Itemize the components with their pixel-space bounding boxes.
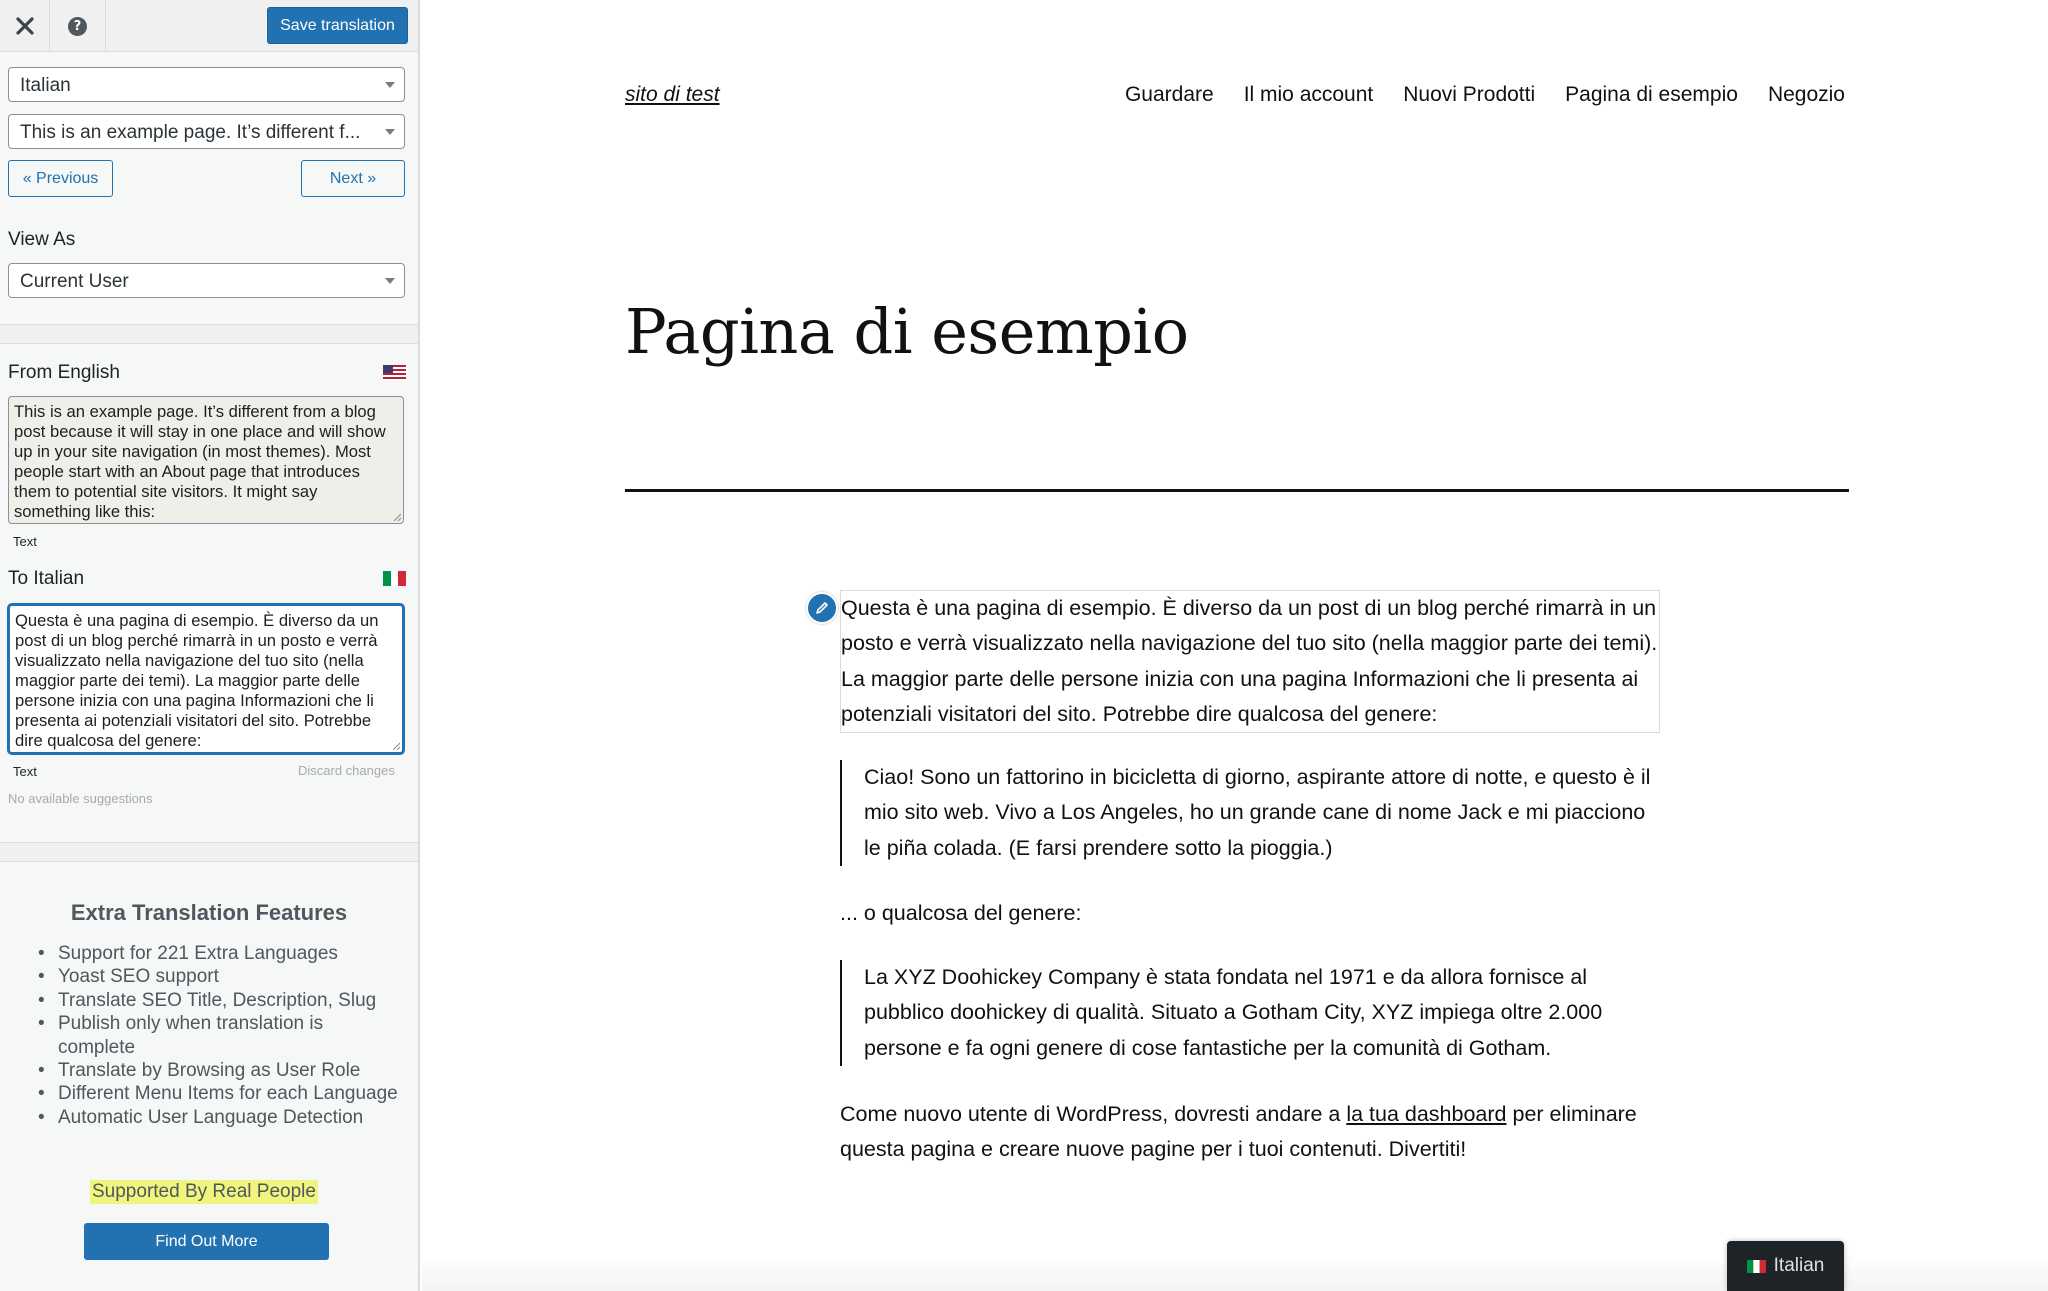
- nav-item-negozio[interactable]: Negozio: [1767, 83, 1845, 106]
- page-title: Pagina di esempio: [625, 295, 1189, 368]
- content-area: [840, 590, 1660, 733]
- nav-item-pagina-esempio[interactable]: Pagina di esempio: [1565, 83, 1738, 106]
- target-type-label: Text: [13, 764, 37, 779]
- language-select-value: Italian: [20, 75, 71, 96]
- paragraph-text: per eliminare questa pagina e creare nuove pagine per i tuoi contenuti. Divertiti!: [840, 1102, 1637, 1162]
- section-divider: [0, 842, 418, 862]
- pencil-icon: [815, 601, 829, 615]
- from-language-label: From English: [8, 362, 120, 383]
- edit-string-button[interactable]: [806, 592, 838, 624]
- nav-item-guardare[interactable]: Guardare: [1124, 83, 1214, 106]
- translatable-paragraph[interactable]: Questa è una pagina di esempio. È diverso da un post di un blog perché rimarrà in un posto e verrà visualizzato nella navigazione del tuo sito (nella maggior parte dei temi). La maggior parte delle persone inizia con una pagina Informazioni che li presenta ai potenziali visitatori del sito. Potrebbe dire qualcosa del genere:: [840, 590, 1660, 733]
- italian-flag-icon: [1747, 1260, 1766, 1273]
- nav-item-account[interactable]: Il mio account: [1243, 83, 1374, 106]
- supported-badge: Supported By Real People: [92, 1181, 316, 1202]
- section-divider: [0, 324, 418, 344]
- sidebar-toolbar: [0, 0, 418, 52]
- list-item: • Different Menu Items for each Language: [38, 1082, 398, 1105]
- string-select[interactable]: [8, 114, 405, 149]
- paragraph-3: [840, 1097, 1660, 1168]
- list-item: • Support for 221 Extra Languages: [38, 942, 398, 965]
- translation-sidebar: [0, 0, 420, 1291]
- title-divider: [625, 489, 1849, 492]
- dashboard-link[interactable]: la tua dashboard: [1346, 1102, 1507, 1126]
- target-text: Questa è una pagina di esempio. È diverso da un post di un blog perché rimarrà in un posto e verrà visualizzato nella navigazione del tuo sito (nella maggior parte dei temi). La maggior parte delle persone inizia con una pagina Informazioni che li presenta ai potenziali visitatori del sito. Potrebbe dire qualcosa del genere:: [15, 611, 379, 750]
- list-item: • Yoast SEO support: [38, 965, 398, 988]
- feature-list: [38, 942, 398, 1129]
- close-button[interactable]: [0, 0, 50, 52]
- discard-changes-link[interactable]: Discard changes: [298, 763, 395, 778]
- to-language-label: To Italian: [8, 568, 85, 589]
- translation-textarea[interactable]: [8, 604, 404, 754]
- previous-button[interactable]: « Previous: [8, 160, 113, 197]
- chevron-down-icon: [385, 129, 395, 135]
- nav-item-nuovi-prodotti[interactable]: Nuovi Prodotti: [1403, 83, 1536, 106]
- list-item: • Translate by Browsing as User Role: [38, 1059, 398, 1082]
- help-button[interactable]: [50, 0, 106, 52]
- chevron-down-icon: [385, 278, 395, 284]
- source-text-area: [8, 396, 404, 524]
- string-selector-panel: [0, 52, 418, 324]
- view-as-select-value: Current User: [20, 271, 129, 292]
- view-as-label: View As: [8, 229, 76, 250]
- quote-text: Ciao! Sono un fattorino in bicicletta di giorno, aspirante attore di notte, e questo è il mio sito web. Vivo a Los Angeles, ho un grande cane di nome Jack e mi piacciono le piña colada. (E farsi prendere sotto la pioggia.): [864, 765, 1651, 860]
- paragraph-text: Come nuovo utente di WordPress, dovresti andare a: [840, 1102, 1347, 1126]
- list-item: • Publish only when translation is complete: [38, 1012, 398, 1059]
- close-icon: [15, 16, 35, 36]
- help-icon: ?: [68, 17, 87, 36]
- paragraph-2: ... o qualcosa del genere:: [840, 901, 1082, 925]
- find-out-more-button[interactable]: Find Out More: [84, 1223, 329, 1260]
- quote-text: La XYZ Doohickey Company è stata fondata nel 1971 e da allora fornisce al pubblico doohickey di qualità. Situato a Gotham City, XYZ impiega oltre 2.000 persone e fa ogni genere di cose fantastiche per la comunità di Gotham.: [864, 965, 1603, 1060]
- extra-features-title: Extra Translation Features: [70, 900, 348, 925]
- blockquote-1: [840, 760, 1660, 866]
- site-title-link[interactable]: sito di test: [625, 83, 720, 106]
- blockquote-2: [840, 960, 1660, 1066]
- translation-editor-panel: [0, 344, 418, 859]
- list-item: • Translate SEO Title, Description, Slug: [38, 989, 398, 1012]
- source-type-label: Text: [13, 534, 37, 549]
- primary-navigation: [1125, 83, 1845, 107]
- chevron-down-icon: [385, 82, 395, 88]
- language-select[interactable]: [8, 67, 405, 102]
- italian-flag-icon: [383, 571, 406, 586]
- site-preview: [422, 0, 2048, 1291]
- language-switcher[interactable]: [1727, 1241, 1844, 1291]
- string-select-value: This is an example page. It’s different f...: [20, 122, 361, 143]
- list-item: • Automatic User Language Detection: [38, 1106, 398, 1129]
- view-as-select[interactable]: [8, 263, 405, 298]
- us-flag-icon: [383, 365, 406, 380]
- suggestions-text: No available suggestions: [8, 791, 153, 806]
- resize-grip-icon[interactable]: [393, 513, 401, 521]
- extra-features-panel: [0, 862, 418, 1291]
- resize-grip-icon[interactable]: [392, 742, 400, 750]
- source-text: This is an example page. It’s different from a blog post because it will stay in one place and will show up in your site navigation (in most themes). Most people start with an About page that introduces them to potential site visitors. It might say something like this:: [14, 402, 386, 521]
- language-switcher-label: Italian: [1773, 1255, 1825, 1276]
- next-button[interactable]: Next »: [301, 160, 405, 197]
- save-translation-button[interactable]: Save translation: [267, 7, 408, 44]
